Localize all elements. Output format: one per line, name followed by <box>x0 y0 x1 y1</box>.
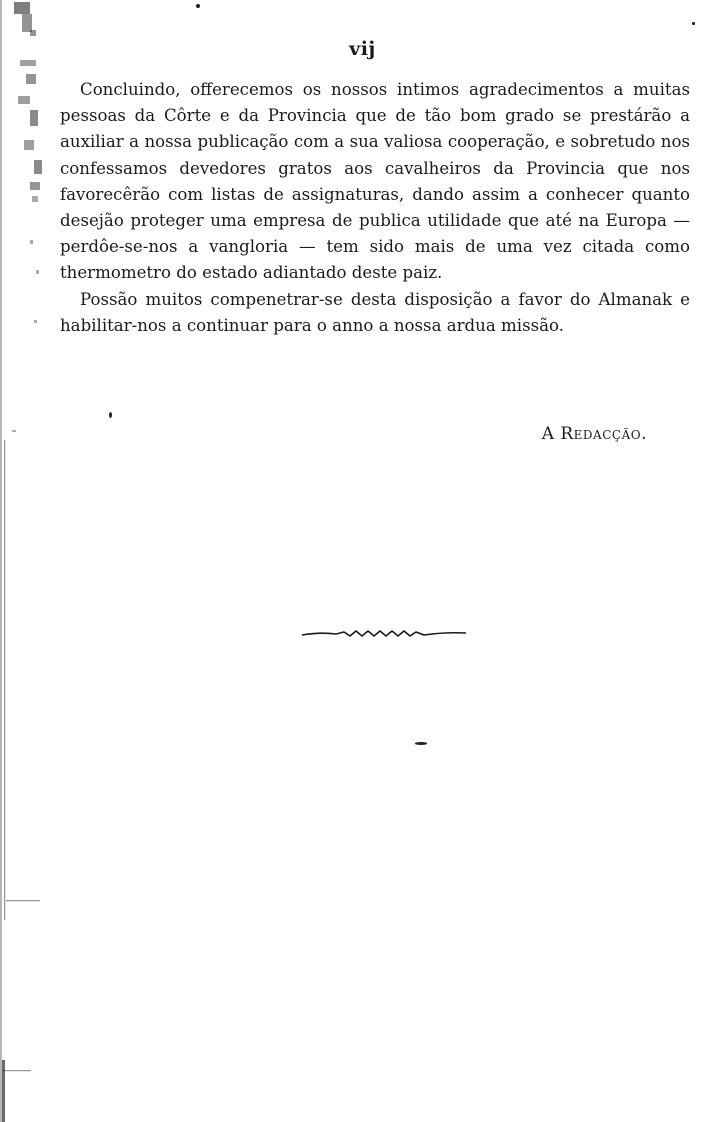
ink-speck <box>692 22 695 25</box>
signature-prefix: A <box>541 424 555 444</box>
signature <box>542 424 647 444</box>
binding-edge-shadow <box>0 0 60 1122</box>
ink-speck <box>415 742 427 745</box>
signature-name: Redacção. <box>560 424 647 444</box>
body-text <box>60 77 690 339</box>
ink-speck <box>109 412 112 418</box>
ornament-divider <box>300 626 468 642</box>
ink-speck <box>196 4 200 8</box>
paragraph-closing: Possão muitos compenetrar-se desta disposição a favor do Almanak e habilitar-nos a continuar para o anno a nossa ardua missão. <box>60 289 690 335</box>
paragraph-acknowledgements: Concluindo, offerecemos os nossos intimos agradecimentos a muitas pessoas da Côrte e da Provincia que de tão bom grado se prestárão a auxiliar a nossa publicação com a sua valiosa cooperação, e sobretudo nos confessamos devedores gratos aos cavalheiros da Provincia que nos favorecêrão com listas de assignaturas, dando assim a conhecer quanto desejão proteger uma empresa de publica utilidade que até na Europa — perdôe-se-nos a vangloria — tem sido mais de uma vez citada como thermometro do estado adiantado deste paiz. <box>60 80 690 283</box>
page-number: vij <box>349 38 376 60</box>
